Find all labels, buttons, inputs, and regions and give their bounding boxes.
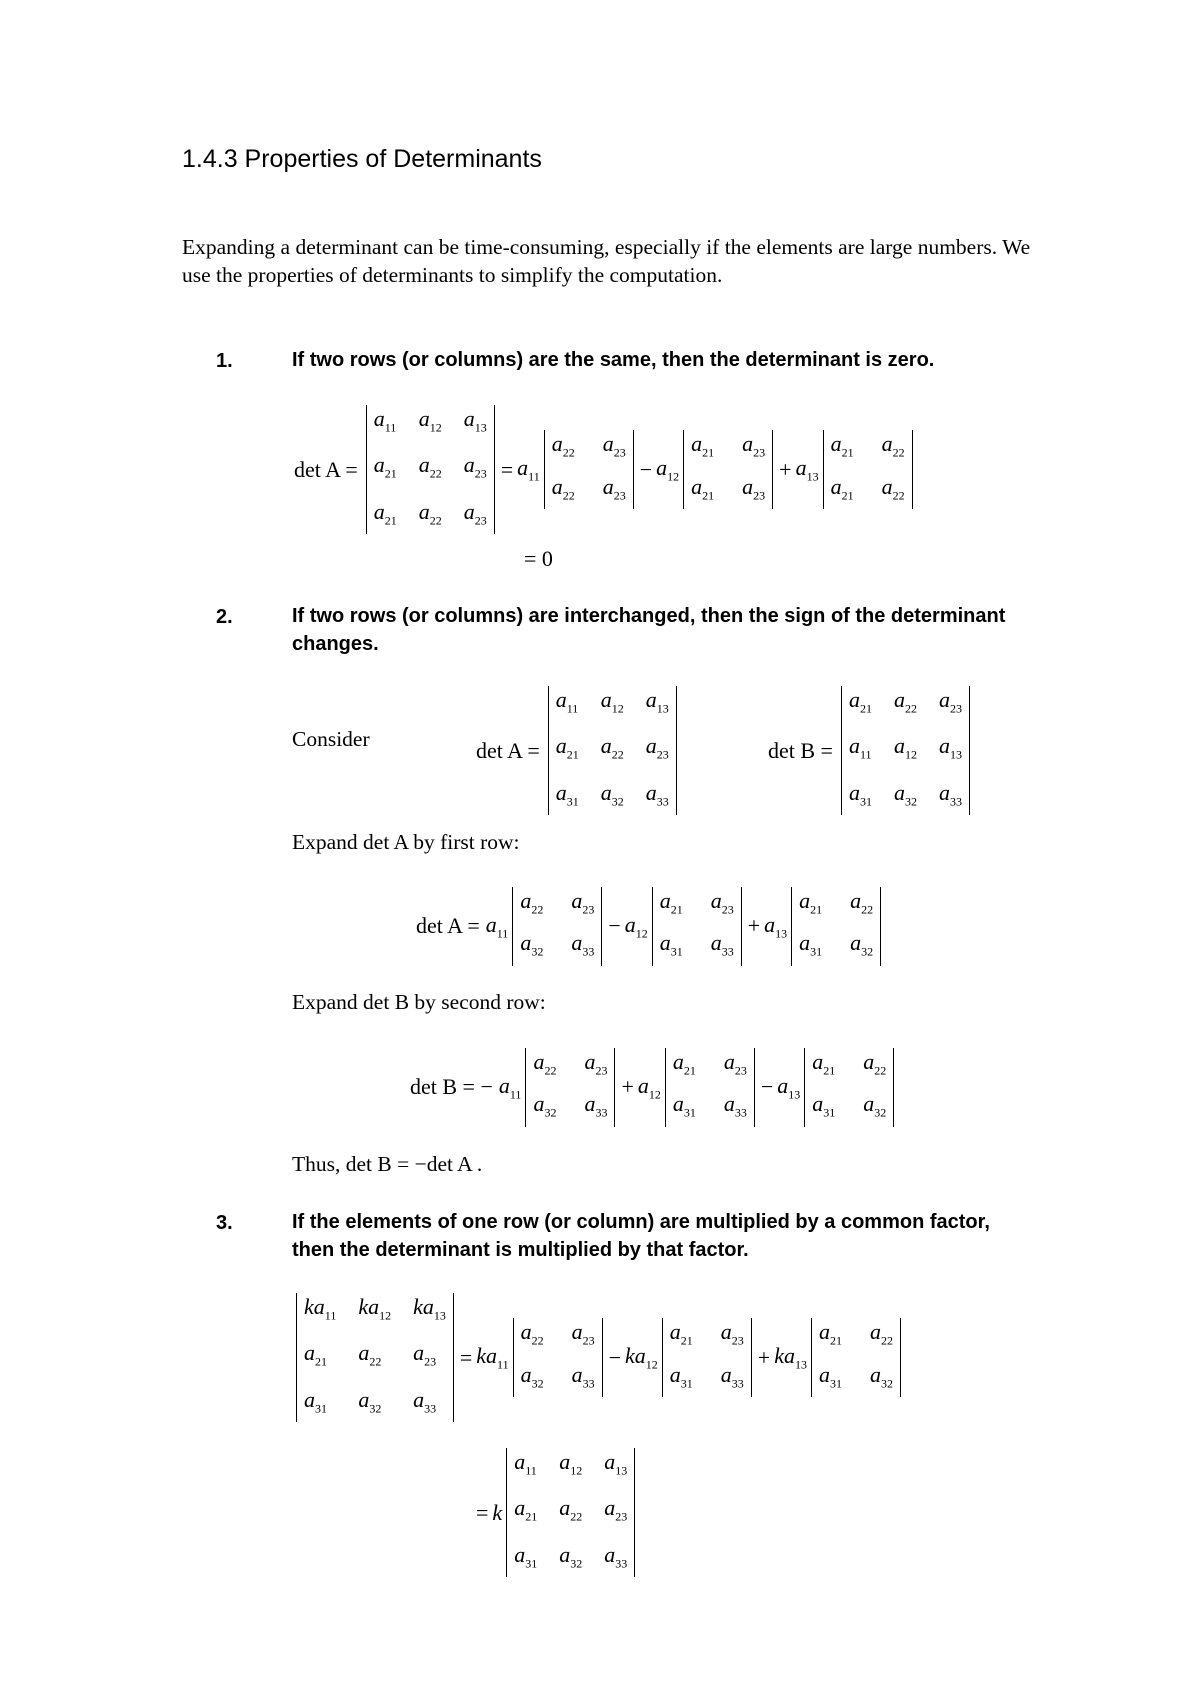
coefficient: $a_{12}$ [637,1072,661,1102]
matrix-entry: $a_{33}$ [584,1091,608,1120]
matrix-entry: $a_{22}$ [559,1495,583,1524]
matrix-entry: $a_{22}$ [881,473,905,502]
property-2-text: If two rows (or columns) are interchanged, then the sign of the determinant changes. [292,605,1006,655]
matrix-entry: $a_{13}$ [645,687,669,716]
matrix-entry: $a_{32}$ [559,1541,583,1571]
matrix-entry: $a_{33}$ [413,1386,437,1416]
matrix-entry: $ka_{12}$ [358,1294,392,1323]
expand-b-equation [410,1048,896,1127]
coefficient: $a_{12}$ [624,911,648,941]
minor-determinant [823,430,913,509]
equals-zero: = 0 [524,546,553,571]
matrix-entry: $a_{32}$ [520,1361,544,1390]
matrix-entry: $a_{21}$ [818,1319,842,1348]
matrix-entry: $a_{13}$ [604,1449,628,1478]
minor-determinant [544,430,634,509]
matrix-entry: $a_{22}$ [520,888,544,917]
matrix-entry: $a_{22}$ [869,1319,893,1348]
minor-determinant [804,1048,894,1127]
matrix-entry: $a_{21}$ [812,1049,836,1078]
matrix-entry: $a_{23}$ [645,733,669,762]
matrix-entry: $a_{23}$ [571,1319,595,1348]
matrix-entry: $a_{23}$ [742,473,766,502]
matrix-entry: $a_{22}$ [551,473,575,502]
coefficient: $ka_{12}$ [625,1342,658,1372]
matrix-entry: $a_{11}$ [555,687,579,716]
matrix-entry: $a_{23}$ [584,1049,608,1078]
matrix-entry: $a_{23}$ [604,1495,628,1524]
matrix-entry: $a_{23}$ [723,1049,747,1078]
matrix-entry: $a_{21}$ [555,733,579,762]
matrix-entry: $a_{33}$ [723,1091,747,1120]
determinant [296,1293,454,1422]
plus-sign: + [621,1074,634,1100]
matrix-entry: $a_{32}$ [358,1386,382,1416]
matrix-entry: $a_{23}$ [463,452,487,481]
equals-sign: = [476,1499,489,1525]
det-a-label: det A = [294,456,358,482]
matrix-entry: $a_{21}$ [691,473,715,502]
matrix-entry: $a_{12}$ [418,406,442,435]
matrix-entry: $a_{21}$ [799,888,823,917]
thus-statement: Thus, det B = −det A . [292,1152,483,1176]
det-a-definition [476,686,679,815]
minor-determinant [665,1048,755,1127]
matrix-entry: $ka_{13}$ [413,1294,446,1323]
det-b-label: det B = − [410,1074,493,1100]
section-heading: 1.4.3 Properties of Determinants [182,145,542,173]
determinant [548,686,677,815]
coefficient: $a_{11}$ [517,454,540,484]
matrix-entry: $a_{21}$ [669,1319,693,1348]
matrix-entry: $a_{33}$ [571,1361,595,1390]
matrix-entry: $a_{31}$ [659,930,683,959]
coefficient: $a_{12}$ [656,454,680,484]
matrix-entry: $a_{23}$ [742,431,766,460]
matrix-entry: $a_{22}$ [418,498,442,528]
matrix-entry: $a_{23}$ [938,687,962,716]
minor-determinant [512,887,602,966]
matrix-entry: $a_{23}$ [413,1340,437,1369]
plus-sign: + [779,456,792,482]
matrix-entry: $a_{23}$ [602,473,626,502]
plus-sign: + [757,1344,771,1370]
matrix-entry: $a_{31}$ [669,1361,693,1390]
matrix-entry: $a_{22}$ [881,431,905,460]
minor-determinant [791,887,881,966]
minus-sign: − [608,1344,622,1370]
coefficient: $a_{13}$ [777,1072,801,1102]
minor-determinant [513,1318,603,1397]
matrix-entry: $a_{23}$ [463,498,487,528]
expand-b-text: Expand det B by second row: [292,990,546,1014]
determinant [366,405,495,534]
matrix-entry: $a_{23}$ [710,888,734,917]
consider-label: Consider [292,727,370,751]
matrix-entry: $a_{32}$ [520,930,544,959]
matrix-entry: $a_{32}$ [869,1361,893,1390]
matrix-entry: $a_{32}$ [850,930,874,959]
matrix-entry: $a_{23}$ [720,1319,744,1348]
factored-equation [472,1448,637,1577]
matrix-entry: $a_{21}$ [514,1495,538,1524]
matrix-entry: $a_{11}$ [373,406,397,435]
matrix-entry: $a_{11}$ [848,733,872,762]
matrix-entry: $a_{21}$ [373,498,397,528]
matrix-entry: $a_{21}$ [304,1340,327,1369]
matrix-entry: $a_{31}$ [672,1091,696,1120]
equals-sign: = [459,1344,473,1370]
equals-sign: = [500,456,514,482]
matrix-entry: $a_{22}$ [358,1340,382,1369]
det-a-label: det A = [476,737,540,763]
matrix-entry: $ka_{11}$ [304,1294,337,1323]
matrix-entry: $a_{12}$ [559,1449,583,1478]
matrix-entry: $a_{22}$ [850,888,874,917]
matrix-entry: $a_{12}$ [600,687,624,716]
minor-determinant [811,1318,901,1397]
minor-determinant [652,887,742,966]
coefficient: $ka_{13}$ [774,1342,807,1372]
minus-sign: − [760,1074,774,1100]
matrix-entry: $a_{21}$ [830,431,854,460]
property-2-number: 2. [216,606,233,628]
matrix-entry: $a_{21}$ [830,473,854,502]
coefficient: $a_{11}$ [485,911,509,941]
minus-sign: − [639,456,653,482]
matrix-entry: $a_{31}$ [818,1361,842,1390]
matrix-entry: $a_{11}$ [514,1449,537,1478]
matrix-entry: $a_{31}$ [514,1541,538,1571]
matrix-entry: $a_{32}$ [893,779,917,809]
property-1-text: If two rows (or columns) are the same, then the determinant is zero. [292,349,935,371]
matrix-entry: $a_{12}$ [893,733,917,762]
matrix-entry: $a_{22}$ [551,431,575,460]
matrix-entry: $a_{22}$ [533,1049,557,1078]
coefficient: $a_{11}$ [498,1072,522,1102]
determinant [841,686,970,815]
matrix-entry: $a_{33}$ [938,779,962,809]
matrix-entry: $a_{33}$ [604,1541,628,1571]
property-1-equation [294,405,915,534]
plus-sign: + [747,913,761,939]
matrix-entry: $a_{22}$ [863,1049,887,1078]
matrix-entry: $a_{33}$ [571,930,595,959]
det-a-label: det A = [416,913,480,939]
matrix-entry: $a_{21}$ [691,431,715,460]
matrix-entry: $a_{13}$ [938,733,962,762]
matrix-entry: $a_{31}$ [848,779,872,809]
matrix-entry: $a_{22}$ [418,452,442,481]
matrix-entry: $a_{31}$ [304,1386,327,1416]
matrix-entry: $a_{23}$ [602,431,626,460]
expand-a-equation [416,887,883,966]
property-3-number: 3. [216,1212,233,1234]
matrix-entry: $a_{22}$ [520,1319,544,1348]
matrix-entry: $a_{21}$ [659,888,683,917]
matrix-entry: $a_{32}$ [533,1091,557,1120]
matrix-entry: $a_{23}$ [571,888,595,917]
matrix-entry: $a_{33}$ [645,779,669,809]
matrix-entry: $a_{21}$ [373,452,397,481]
property-1-number: 1. [216,350,233,372]
determinant [506,1448,635,1577]
matrix-entry: $a_{22}$ [600,733,624,762]
matrix-entry: $a_{21}$ [848,687,872,716]
factor-k: k [492,1499,503,1525]
matrix-entry: $a_{33}$ [720,1361,744,1390]
matrix-entry: $a_{31}$ [799,930,823,959]
intro-paragraph: Expanding a determinant can be time-consuming, especially if the elements are large numbers. We use the properties of determinants to simplify the computation. [182,235,1031,287]
matrix-entry: $a_{22}$ [893,687,917,716]
matrix-entry: $a_{33}$ [710,930,734,959]
property-3-text: If the elements of one row (or column) are multiplied by a common factor, then the determinant is multiplied by that factor. [292,1211,990,1261]
matrix-entry: $a_{32}$ [600,779,624,809]
det-b-definition [768,686,972,815]
matrix-entry: $a_{21}$ [672,1049,696,1078]
matrix-entry: $a_{31}$ [812,1091,836,1120]
matrix-entry: $a_{32}$ [863,1091,887,1120]
matrix-entry: $a_{31}$ [555,779,579,809]
minor-determinant [683,430,773,509]
minor-determinant [662,1318,752,1397]
expand-a-text: Expand det A by first row: [292,830,520,854]
coefficient: $a_{13}$ [764,911,788,941]
property-3-equation [294,1293,903,1422]
det-b-label: det B = [768,737,833,763]
coefficient: $ka_{11}$ [476,1342,509,1372]
minus-sign: − [608,913,621,939]
matrix-entry: $a_{13}$ [463,406,487,435]
coefficient: $a_{13}$ [795,454,819,484]
minor-determinant [525,1048,615,1127]
